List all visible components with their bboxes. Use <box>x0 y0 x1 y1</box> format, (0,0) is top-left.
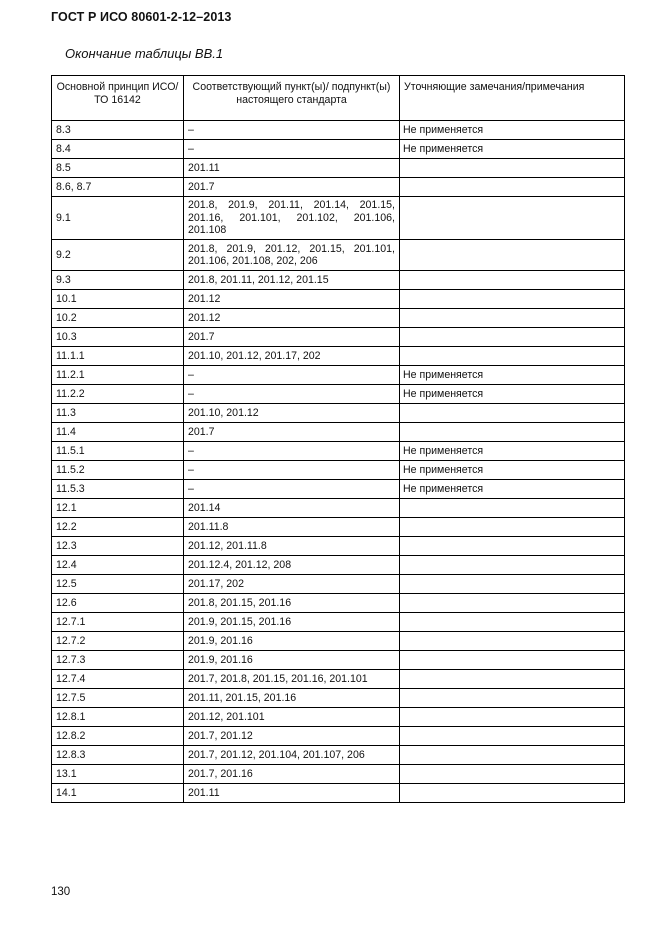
cell-note <box>400 746 625 765</box>
cell-clauses: 201.7 <box>184 178 400 197</box>
cell-clauses: 201.12, 201.101 <box>184 708 400 727</box>
cell-principle: 12.7.2 <box>52 632 184 651</box>
table-row <box>52 746 625 765</box>
cell-note <box>400 290 625 309</box>
cell-note: Не применяется <box>400 121 625 140</box>
column-header-principle: Основной принцип ИСО/ТО 16142 <box>52 76 184 121</box>
cell-clauses: 201.11 <box>184 784 400 803</box>
cell-clauses: – <box>184 480 400 499</box>
cell-note <box>400 537 625 556</box>
table-header-row <box>52 76 625 121</box>
table-row <box>52 366 625 385</box>
cell-note <box>400 423 625 442</box>
cell-principle: 11.3 <box>52 404 184 423</box>
cell-note <box>400 499 625 518</box>
cell-clauses: 201.12.4, 201.12, 208 <box>184 556 400 575</box>
cell-principle: 12.7.1 <box>52 613 184 632</box>
cell-clauses: 201.9, 201.15, 201.16 <box>184 613 400 632</box>
cell-clauses: – <box>184 385 400 404</box>
cell-note: Не применяется <box>400 366 625 385</box>
cell-principle: 12.4 <box>52 556 184 575</box>
cell-principle: 10.2 <box>52 309 184 328</box>
cell-note <box>400 708 625 727</box>
cell-note: Не применяется <box>400 442 625 461</box>
table-row <box>52 290 625 309</box>
cell-clauses: 201.14 <box>184 499 400 518</box>
column-header-clauses: Соответствующий пункт(ы)/ подпункт(ы) настоящего стандарта <box>184 76 400 121</box>
cell-clauses: – <box>184 140 400 159</box>
cell-clauses: 201.9, 201.16 <box>184 651 400 670</box>
cell-principle: 13.1 <box>52 765 184 784</box>
cell-principle: 14.1 <box>52 784 184 803</box>
cell-note: Не применяется <box>400 140 625 159</box>
cell-note <box>400 594 625 613</box>
cell-principle: 12.7.5 <box>52 689 184 708</box>
table-row <box>52 575 625 594</box>
table-row <box>52 442 625 461</box>
cell-note <box>400 727 625 746</box>
table-row <box>52 708 625 727</box>
cell-clauses: – <box>184 121 400 140</box>
cell-principle: 12.8.1 <box>52 708 184 727</box>
document-code-header: ГОСТ Р ИСО 80601-2-12–2013 <box>51 10 232 24</box>
cell-note <box>400 784 625 803</box>
table-row <box>52 651 625 670</box>
table-row <box>52 727 625 746</box>
cell-clauses: 201.11, 201.15, 201.16 <box>184 689 400 708</box>
table-row <box>52 178 625 197</box>
cell-clauses: 201.12 <box>184 290 400 309</box>
table-row <box>52 784 625 803</box>
cell-principle: 9.3 <box>52 271 184 290</box>
cell-clauses: – <box>184 442 400 461</box>
cell-clauses: 201.7 <box>184 328 400 347</box>
table-row <box>52 765 625 784</box>
cell-note <box>400 347 625 366</box>
cell-principle: 11.5.1 <box>52 442 184 461</box>
cell-note: Не применяется <box>400 480 625 499</box>
table-row <box>52 556 625 575</box>
table-row <box>52 197 625 240</box>
cell-clauses: 201.7, 201.16 <box>184 765 400 784</box>
cell-principle: 10.1 <box>52 290 184 309</box>
cell-principle: 11.5.3 <box>52 480 184 499</box>
table-row <box>52 670 625 689</box>
cell-note <box>400 159 625 178</box>
cell-clauses: 201.8, 201.15, 201.16 <box>184 594 400 613</box>
cell-note <box>400 518 625 537</box>
cell-principle: 9.1 <box>52 197 184 240</box>
cell-note <box>400 404 625 423</box>
cell-clauses: 201.11 <box>184 159 400 178</box>
cell-clauses: 201.8, 201.9, 201.11, 201.14, 201.15, 201.16, 201.101, 201.102, 201.106, 201.108 <box>184 197 400 240</box>
table-row <box>52 499 625 518</box>
table-row <box>52 480 625 499</box>
cell-clauses: 201.7 <box>184 423 400 442</box>
cell-clauses: 201.11.8 <box>184 518 400 537</box>
cell-note <box>400 240 625 271</box>
table-row <box>52 159 625 178</box>
table-body <box>52 121 625 803</box>
cell-principle: 8.5 <box>52 159 184 178</box>
cell-principle: 12.8.3 <box>52 746 184 765</box>
cell-principle: 12.5 <box>52 575 184 594</box>
table-header <box>52 76 625 121</box>
column-header-notes: Уточняющие замечания/примечания <box>400 76 625 121</box>
table-row <box>52 461 625 480</box>
cell-principle: 11.4 <box>52 423 184 442</box>
table-row <box>52 518 625 537</box>
cell-note <box>400 651 625 670</box>
table-row <box>52 537 625 556</box>
cell-principle: 8.6, 8.7 <box>52 178 184 197</box>
cell-clauses: 201.17, 202 <box>184 575 400 594</box>
cell-clauses: 201.10, 201.12, 201.17, 202 <box>184 347 400 366</box>
cell-clauses: 201.9, 201.16 <box>184 632 400 651</box>
table-row <box>52 328 625 347</box>
cell-clauses: 201.8, 201.11, 201.12, 201.15 <box>184 271 400 290</box>
correspondence-table <box>51 75 625 803</box>
cell-note <box>400 689 625 708</box>
cell-principle: 12.1 <box>52 499 184 518</box>
cell-note <box>400 328 625 347</box>
table-row <box>52 271 625 290</box>
cell-principle: 11.2.2 <box>52 385 184 404</box>
cell-note: Не применяется <box>400 385 625 404</box>
cell-principle: 8.3 <box>52 121 184 140</box>
cell-clauses: – <box>184 366 400 385</box>
cell-note <box>400 178 625 197</box>
cell-clauses: 201.7, 201.12 <box>184 727 400 746</box>
cell-clauses: 201.12 <box>184 309 400 328</box>
cell-note <box>400 765 625 784</box>
table-row <box>52 689 625 708</box>
cell-note <box>400 613 625 632</box>
cell-note <box>400 670 625 689</box>
table-row <box>52 632 625 651</box>
cell-clauses: 201.12, 201.11.8 <box>184 537 400 556</box>
cell-principle: 10.3 <box>52 328 184 347</box>
cell-note <box>400 309 625 328</box>
cell-clauses: 201.7, 201.8, 201.15, 201.16, 201.101 <box>184 670 400 689</box>
cell-note <box>400 197 625 240</box>
cell-principle: 12.2 <box>52 518 184 537</box>
cell-principle: 8.4 <box>52 140 184 159</box>
cell-clauses: 201.10, 201.12 <box>184 404 400 423</box>
cell-principle: 12.3 <box>52 537 184 556</box>
cell-principle: 12.6 <box>52 594 184 613</box>
table-caption: Окончание таблицы ВВ.1 <box>65 46 224 61</box>
table-row <box>52 121 625 140</box>
cell-clauses: 201.7, 201.12, 201.104, 201.107, 206 <box>184 746 400 765</box>
table-row <box>52 309 625 328</box>
cell-note <box>400 575 625 594</box>
table-row <box>52 240 625 271</box>
cell-clauses: 201.8, 201.9, 201.12, 201.15, 201.101, 201.106, 201.108, 202, 206 <box>184 240 400 271</box>
cell-principle: 12.7.3 <box>52 651 184 670</box>
cell-principle: 11.5.2 <box>52 461 184 480</box>
cell-note <box>400 632 625 651</box>
cell-principle: 11.2.1 <box>52 366 184 385</box>
table-row <box>52 140 625 159</box>
cell-note: Не применяется <box>400 461 625 480</box>
cell-principle: 9.2 <box>52 240 184 271</box>
table-row <box>52 423 625 442</box>
cell-note <box>400 556 625 575</box>
table-row <box>52 347 625 366</box>
page-number: 130 <box>51 886 71 898</box>
cell-principle: 11.1.1 <box>52 347 184 366</box>
cell-principle: 12.8.2 <box>52 727 184 746</box>
cell-clauses: – <box>184 461 400 480</box>
table-row <box>52 613 625 632</box>
table-row <box>52 385 625 404</box>
cell-principle: 12.7.4 <box>52 670 184 689</box>
cell-note <box>400 271 625 290</box>
table-row <box>52 594 625 613</box>
table-row <box>52 404 625 423</box>
